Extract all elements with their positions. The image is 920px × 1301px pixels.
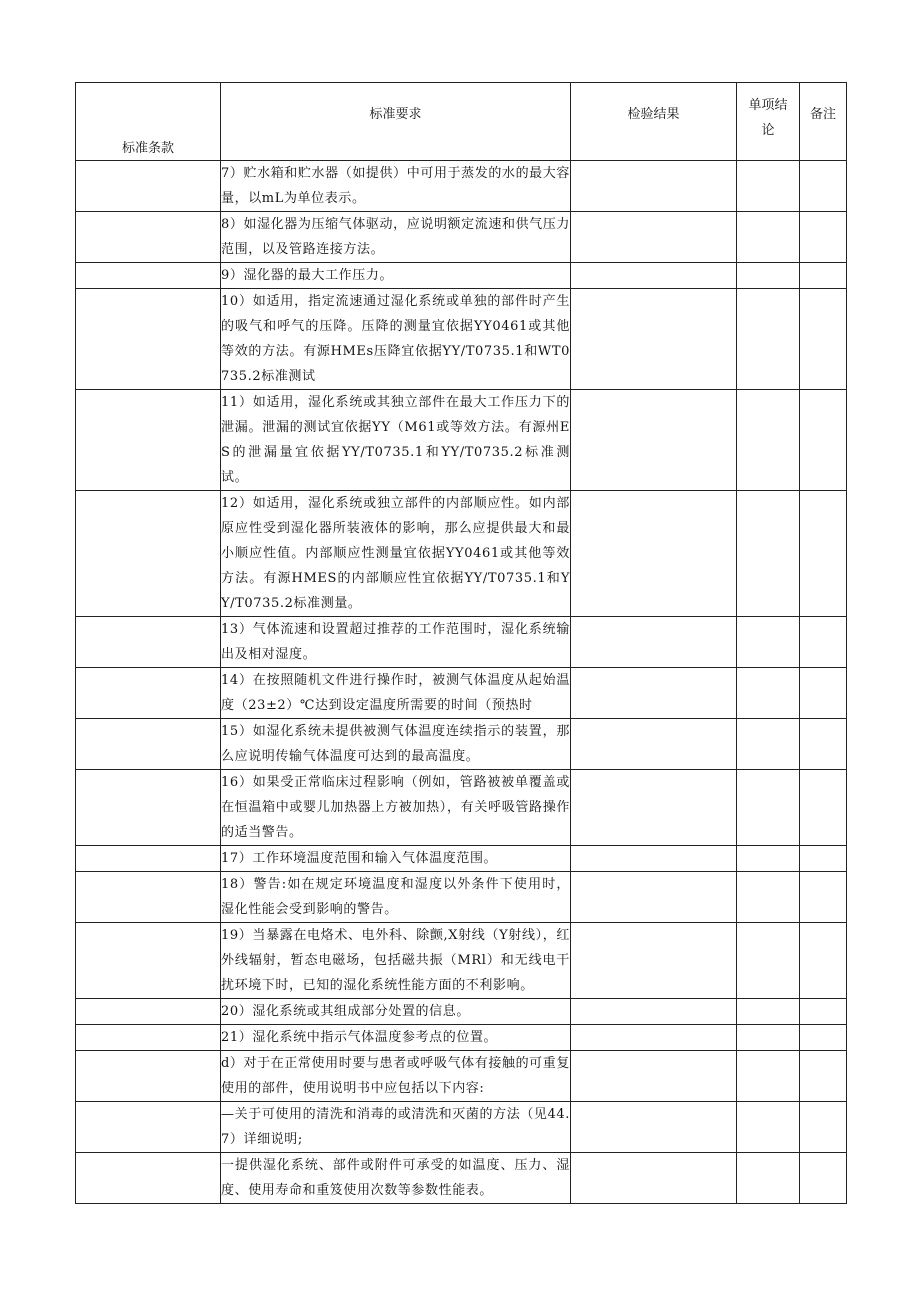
clause-cell	[76, 668, 221, 719]
clause-cell	[76, 491, 221, 617]
clause-cell	[76, 212, 221, 263]
header-single-line2: 论	[761, 123, 775, 138]
table-row	[76, 1051, 847, 1102]
note-cell[interactable]	[800, 719, 847, 770]
conclusion-cell[interactable]	[737, 1153, 800, 1204]
conclusion-cell[interactable]	[737, 289, 800, 390]
conclusion-cell[interactable]	[737, 923, 800, 999]
note-cell[interactable]	[800, 1025, 847, 1051]
table-row	[76, 668, 847, 719]
conclusion-cell[interactable]	[737, 212, 800, 263]
conclusion-cell[interactable]	[737, 617, 800, 668]
requirement-cell: 16）如果受正常临床过程影响（例如，管路被被单覆盖或在恒温箱中或婴儿加热器上方被加热），有关呼吸管路操作的适当警告。	[221, 770, 571, 846]
clause-cell	[76, 770, 221, 846]
result-cell[interactable]	[571, 263, 737, 289]
requirement-cell: 10）如适用，指定流速通过湿化系统或单独的部件时产生的吸气和呼气的压降。压降的测量宜依据YY0461或其他等效的方法。有源HMEs压降宜依据YY/T0735.1和WT0735.2标准测试	[221, 289, 571, 390]
requirement-cell: 15）如湿化系统未提供被测气体温度连续指示的装置，那么应说明传输气体温度可达到的最高温度。	[221, 719, 571, 770]
conclusion-cell[interactable]	[737, 161, 800, 212]
conclusion-cell[interactable]	[737, 1102, 800, 1153]
conclusion-cell[interactable]	[737, 770, 800, 846]
requirement-cell: 13）气体流速和设置超过推荐的工作范围时，湿化系统输出及相对湿度。	[221, 617, 571, 668]
header-row	[76, 83, 847, 161]
requirement-cell: 17）工作环境温度范围和输入气体温度范围。	[221, 846, 571, 872]
clause-cell	[76, 390, 221, 491]
inspection-table	[75, 82, 847, 1204]
result-cell[interactable]	[571, 617, 737, 668]
conclusion-cell[interactable]	[737, 719, 800, 770]
table-row	[76, 999, 847, 1025]
note-cell[interactable]	[800, 390, 847, 491]
clause-cell	[76, 999, 221, 1025]
table-row	[76, 263, 847, 289]
result-cell[interactable]	[571, 846, 737, 872]
note-cell[interactable]	[800, 263, 847, 289]
note-cell[interactable]	[800, 491, 847, 617]
note-cell[interactable]	[800, 846, 847, 872]
result-cell[interactable]	[571, 999, 737, 1025]
header-note: 备注	[800, 83, 847, 161]
header-clause: 标准条款	[76, 83, 221, 161]
result-cell[interactable]	[571, 719, 737, 770]
clause-cell	[76, 1102, 221, 1153]
result-cell[interactable]	[571, 390, 737, 491]
note-cell[interactable]	[800, 1051, 847, 1102]
requirement-cell: 7）贮水箱和贮水器（如提供）中可用于蒸发的水的最大容量，以mL为单位表示。	[221, 161, 571, 212]
result-cell[interactable]	[571, 872, 737, 923]
requirement-cell: 21）湿化系统中指示气体温度参考点的位置。	[221, 1025, 571, 1051]
requirement-cell: d）对于在正常使用时要与患者或呼吸气体有接触的可重复使用的部件，使用说明书中应包括以下内容:	[221, 1051, 571, 1102]
note-cell[interactable]	[800, 1153, 847, 1204]
clause-cell	[76, 1153, 221, 1204]
requirement-cell: 20）湿化系统或其组成部分处置的信息。	[221, 999, 571, 1025]
table-row	[76, 390, 847, 491]
result-cell[interactable]	[571, 212, 737, 263]
result-cell[interactable]	[571, 1051, 737, 1102]
table-row	[76, 1102, 847, 1153]
table-row	[76, 617, 847, 668]
note-cell[interactable]	[800, 999, 847, 1025]
requirement-cell: 18）警告:如在规定环境温度和湿度以外条件下使用时，湿化性能会受到影响的警告。	[221, 872, 571, 923]
table-row	[76, 1153, 847, 1204]
note-cell[interactable]	[800, 872, 847, 923]
note-cell[interactable]	[800, 212, 847, 263]
note-cell[interactable]	[800, 1102, 847, 1153]
note-cell[interactable]	[800, 923, 847, 999]
conclusion-cell[interactable]	[737, 999, 800, 1025]
note-cell[interactable]	[800, 770, 847, 846]
result-cell[interactable]	[571, 668, 737, 719]
requirement-cell: 一提供湿化系统、部件或附件可承受的如温度、压力、湿度、使用寿命和重笈使用次数等参数性能表。	[221, 1153, 571, 1204]
requirement-cell: 9）湿化器的最大工作压力。	[221, 263, 571, 289]
result-cell[interactable]	[571, 289, 737, 390]
header-requirement: 标准要求	[221, 83, 571, 161]
table-row	[76, 491, 847, 617]
table-row	[76, 872, 847, 923]
table-row	[76, 923, 847, 999]
requirement-cell: 12）如适用，湿化系统或独立部件的内部顺应性。如内部原应性受到湿化器所装液体的影响，那么应提供最大和最小顺应性值。内部顺应性测量宜依据YY0461或其他等效方法。有源HMES的内部顺应性宜依据YY/T0735.1和YY/T0735.2标准测量。	[221, 491, 571, 617]
requirement-cell: 14）在按照随机文件进行操作时，被测气体温度从起始温度（23±2）℃达到设定温度所需要的时间（预热时	[221, 668, 571, 719]
conclusion-cell[interactable]	[737, 263, 800, 289]
result-cell[interactable]	[571, 161, 737, 212]
conclusion-cell[interactable]	[737, 1025, 800, 1051]
requirement-cell: 11）如适用，湿化系统或其独立部件在最大工作压力下的泄漏。泄漏的测试宜依据YY（M61或等效方法。有源州ES的泄漏量宜依据YY/T0735.1和YY/T0735.2标准测试。	[221, 390, 571, 491]
table-row	[76, 289, 847, 390]
clause-cell	[76, 1025, 221, 1051]
conclusion-cell[interactable]	[737, 872, 800, 923]
note-cell[interactable]	[800, 668, 847, 719]
table-row	[76, 846, 847, 872]
header-single-conclusion	[737, 83, 800, 161]
clause-cell	[76, 289, 221, 390]
clause-cell	[76, 846, 221, 872]
conclusion-cell[interactable]	[737, 1051, 800, 1102]
clause-cell	[76, 161, 221, 212]
note-cell[interactable]	[800, 161, 847, 212]
result-cell[interactable]	[571, 1025, 737, 1051]
result-cell[interactable]	[571, 1153, 737, 1204]
result-cell[interactable]	[571, 1102, 737, 1153]
clause-cell	[76, 617, 221, 668]
requirement-cell: 8）如湿化器为压缩气体驱动，应说明额定流速和供气压力范围，以及管路连接方法。	[221, 212, 571, 263]
table-row	[76, 212, 847, 263]
result-cell[interactable]	[571, 491, 737, 617]
clause-cell	[76, 1051, 221, 1102]
clause-cell	[76, 923, 221, 999]
requirement-cell: —关于可使用的清洗和消毒的或清洗和灭菌的方法（见44.7）详细说明;	[221, 1102, 571, 1153]
conclusion-cell[interactable]	[737, 390, 800, 491]
result-cell[interactable]	[571, 923, 737, 999]
conclusion-cell[interactable]	[737, 668, 800, 719]
result-cell[interactable]	[571, 770, 737, 846]
note-cell[interactable]	[800, 289, 847, 390]
table-row	[76, 161, 847, 212]
note-cell[interactable]	[800, 617, 847, 668]
table-row	[76, 770, 847, 846]
header-result: 检验结果	[571, 83, 737, 161]
conclusion-cell[interactable]	[737, 846, 800, 872]
clause-cell	[76, 872, 221, 923]
header-single-line1: 单项结	[748, 98, 788, 113]
table-row	[76, 719, 847, 770]
requirement-cell: 19）当暴露在电烙术、电外科、除颤,X射线（Y射线），红外线辐射，暂态电磁场，包括磁共振（MRl）和无线电干扰环境下时，已知的湿化系统性能方面的不利影响。	[221, 923, 571, 999]
clause-cell	[76, 719, 221, 770]
clause-cell	[76, 263, 221, 289]
conclusion-cell[interactable]	[737, 491, 800, 617]
table-row	[76, 1025, 847, 1051]
